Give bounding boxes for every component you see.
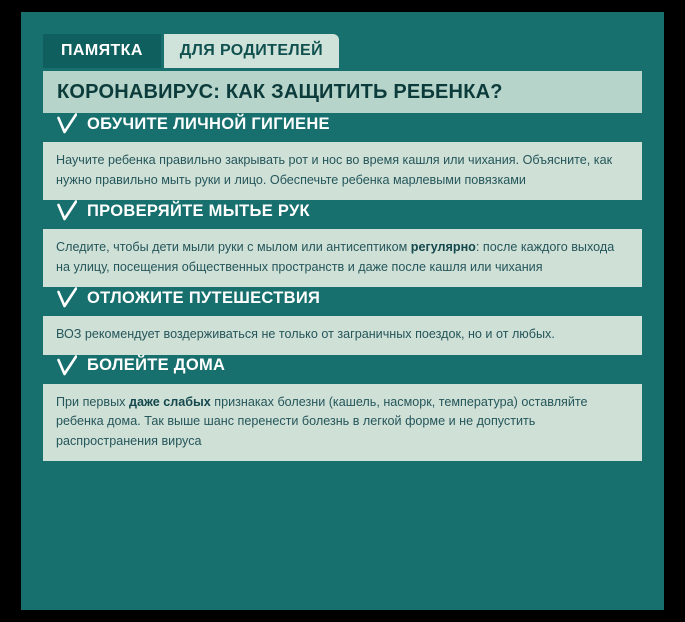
tab-for-parents-label: ДЛЯ РОДИТЕЛЕЙ [179, 42, 323, 59]
header-tabs [43, 34, 642, 68]
section-handwashing [43, 200, 642, 287]
tab-pamyatka [43, 34, 161, 68]
tab-pamyatka-label: ПАМЯТКА [61, 42, 143, 59]
sections-list [43, 113, 642, 461]
poster-card [21, 12, 664, 610]
section-handwashing-title: ПРОВЕРЯЙТЕ МЫТЬЕ РУК [87, 201, 310, 220]
tab-for-parents [164, 34, 339, 68]
section-hygiene-header [43, 113, 642, 135]
poster-title-banner [43, 71, 642, 113]
checkmark-icon [57, 200, 77, 222]
section-stay-home-body: При первых даже слабых признаках болезни (кашель, насморк, температура) оставляйте ребенка дома. Так выше шанс перенести болезнь в легкой форме и не допустить распространения вируса [43, 384, 642, 462]
section-handwashing-header [43, 200, 642, 222]
page-title: КОРОНАВИРУС: КАК ЗАЩИТИТЬ РЕБЕНКА? [57, 80, 503, 103]
section-handwashing-body: Следите, чтобы дети мыли руки с мылом или антисептиком регулярно: после каждого выхода на улицу, посещения общественных пространств и даже после кашля или чихания [43, 229, 642, 287]
section-hygiene-title: ОБУЧИТЕ ЛИЧНОЙ ГИГИЕНЕ [87, 114, 330, 133]
section-travel-body: ВОЗ рекомендует воздерживаться не только от заграничных поездок, но и от любых. [43, 316, 642, 355]
section-hygiene-body: Научите ребенка правильно закрывать рот и нос во время кашля или чихания. Объясните, как нужно правильно мыть руки и лицо. Обеспечьте ребенка марлевыми повязками [43, 142, 642, 200]
section-travel-title: ОТЛОЖИТЕ ПУТЕШЕСТВИЯ [87, 288, 321, 307]
checkmark-icon [57, 113, 77, 135]
section-stay-home [43, 355, 642, 462]
section-stay-home-title: БОЛЕЙТЕ ДОМА [87, 356, 226, 375]
checkmark-icon [57, 355, 77, 377]
checkmark-icon [57, 287, 77, 309]
section-stay-home-header [43, 355, 642, 377]
poster-inner [43, 34, 642, 588]
section-hygiene [43, 113, 642, 200]
section-travel [43, 287, 642, 355]
section-travel-header [43, 287, 642, 309]
